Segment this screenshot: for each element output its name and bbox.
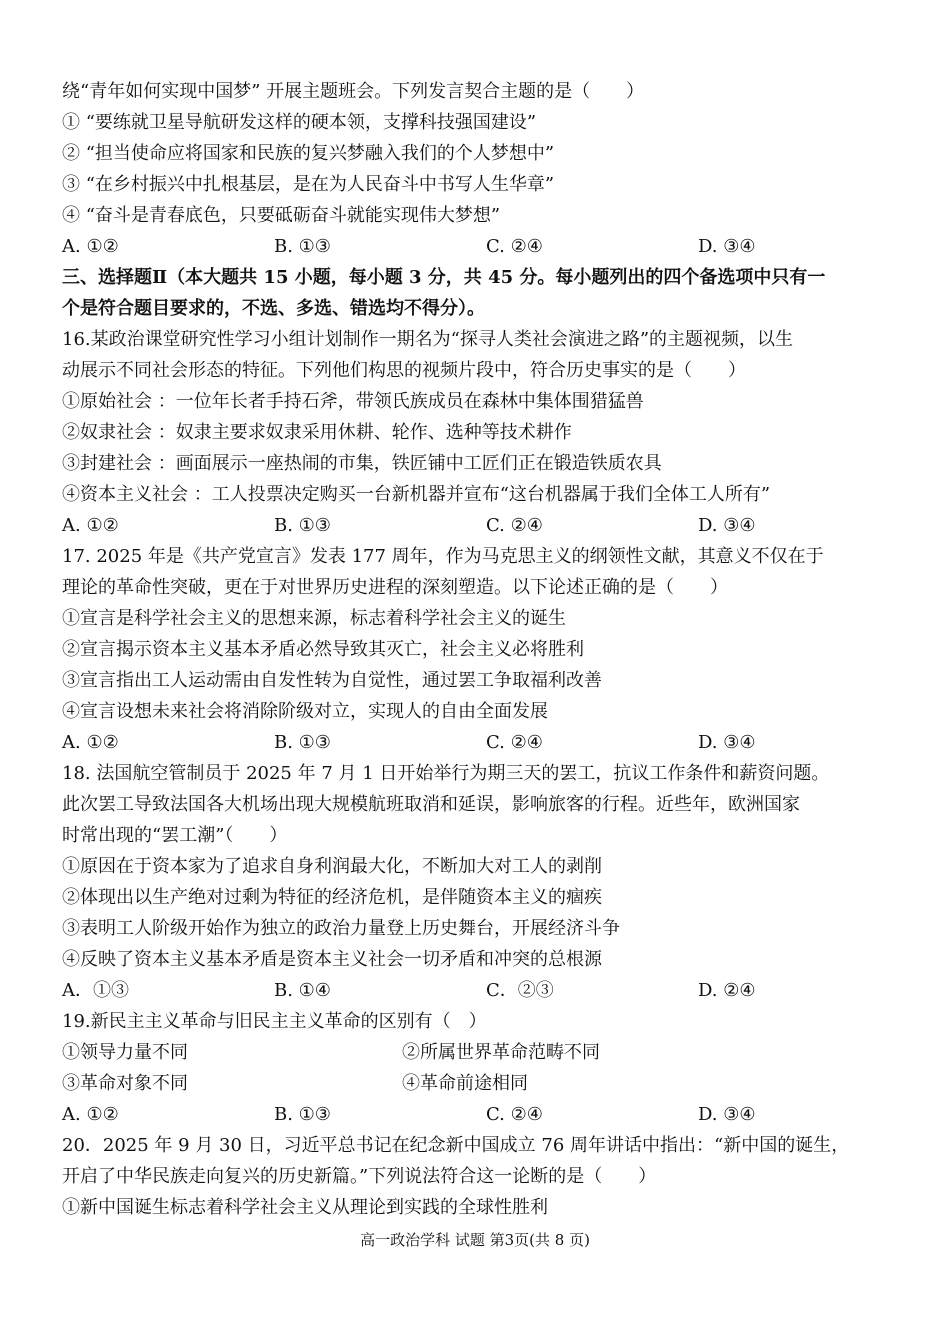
q19-options	[62, 1099, 892, 1130]
q19-option-a: A. ①②	[62, 1104, 119, 1125]
q17-item-3: ③宣言指出工人运动需由自发性转为自觉性，通过罢工争取福利改善	[62, 670, 602, 691]
q15-item-1: ① “要练就卫星导航研发这样的硬本领，支撑科技强国建设”	[62, 112, 537, 133]
q18-options	[62, 975, 892, 1006]
q16-item-4: ④资本主义社会 ：工人投票决定购买一台新机器并宣布“这台机器属于我们全体工人所有”	[62, 484, 771, 505]
q17-stem-line1: 17. 2025 年是《共产党宣言》发表 177 周年，作为马克思主义的纲领性文献，其意义不仅在于	[62, 546, 824, 567]
q15-item-2: ② “担当使命应将国家和民族的复兴梦融入我们的个人梦想中”	[62, 143, 555, 164]
q15-option-d: D. ③④	[698, 236, 756, 257]
q17-option-a: A. ①②	[62, 732, 119, 753]
q15-item-4: ④ “奋斗是青春底色，只要砥砺奋斗就能实现伟大梦想”	[62, 205, 501, 226]
q18-option-b: B. ①④	[274, 980, 331, 1001]
q19-stem: 19.新民主主义革命与旧民主主义革命的区别有（ ）	[62, 1011, 487, 1032]
q15-item-3: ③ “在乡村振兴中扎根基层，是在为人民奋斗中书写人生华章”	[62, 174, 555, 195]
q19-option-c: C. ②④	[486, 1104, 543, 1125]
section3-heading-line1: 三、选择题Ⅱ（本大题共 15 小题，每小题 3 分，共 45 分。每小题列出的四个备选项中只有一	[62, 267, 826, 288]
exam-page	[62, 76, 892, 1223]
q18-item-3: ③表明工人阶级开始作为独立的政治力量登上历史舞台，开展经济斗争	[62, 918, 620, 939]
q18-stem-line2: 此次罢工导致法国各大机场出现大规模航班取消和延误，影响旅客的行程。近些年，欧洲国家	[62, 794, 800, 815]
q17-item-2: ②宣言揭示资本主义基本矛盾必然导致其灭亡，社会主义必将胜利	[62, 639, 584, 660]
page-footer: 高一政治学科 试题 第3页(共 8 页)	[360, 1231, 590, 1249]
q19-items-row2	[62, 1068, 892, 1099]
q16-item-3: ③封建社会 ：画面展示一座热闹的市集，铁匠铺中工匠们正在锻造铁质农具	[62, 453, 662, 474]
q15-stem: 绕“青年如何实现中国梦” 开展主题班会。下列发言契合主题的是（ ）	[62, 81, 645, 102]
q18-option-a: A．①③	[62, 980, 129, 1001]
q18-stem-line1: 18. 法国航空管制员于 2025 年 7 月 1 日开始举行为期三天的罢工，抗议工作条件和薪资问题。	[62, 763, 830, 784]
q15-option-c: C. ②④	[486, 236, 543, 257]
q17-item-1: ①宣言是科学社会主义的思想来源，标志着科学社会主义的诞生	[62, 608, 566, 629]
q17-stem-line2: 理论的革命性突破，更在于对世界历史进程的深刻塑造。以下论述正确的是（ ）	[62, 577, 728, 598]
q15-option-b: B. ①③	[274, 236, 331, 257]
q17-option-b: B. ①③	[274, 732, 331, 753]
q16-item-1: ①原始社会 ：一位年长者手持石斧，带领氏族成员在森林中集体围猎猛兽	[62, 391, 644, 412]
section3-heading-line2: 个是符合题目要求的，不选、多选、错选均不得分）。	[62, 298, 485, 319]
q18-item-2: ②体现出以生产绝对过剩为特征的经济危机，是伴随资本主义的痼疾	[62, 887, 602, 908]
q16-option-d: D. ③④	[698, 515, 756, 536]
q18-option-d: D. ②④	[698, 980, 756, 1001]
q19-items-row1	[62, 1037, 892, 1068]
q16-options	[62, 510, 892, 541]
q17-options	[62, 727, 892, 758]
q17-option-d: D. ③④	[698, 732, 756, 753]
q20-stem-line2: 开启了中华民族走向复兴的历史新篇。”下列说法符合这一论断的是（ ）	[62, 1166, 657, 1187]
q18-item-1: ①原因在于资本家为了追求自身利润最大化，不断加大对工人的剥削	[62, 856, 602, 877]
q18-option-c: C．②③	[486, 980, 554, 1001]
q20-item-1: ①新中国诞生标志着科学社会主义从理论到实践的全球性胜利	[62, 1197, 548, 1218]
q19-item-2: ②所属世界革命范畴不同	[402, 1042, 600, 1063]
q19-item-3: ③革命对象不同	[62, 1073, 188, 1094]
q15-options	[62, 231, 892, 262]
q18-stem-line3: 时常出现的“罢工潮”（ ）	[62, 825, 288, 846]
q19-item-4: ④革命前途相同	[402, 1073, 528, 1094]
q19-option-b: B. ①③	[274, 1104, 331, 1125]
q19-option-d: D. ③④	[698, 1104, 756, 1125]
q16-item-2: ②奴隶社会 ：奴隶主要求奴隶采用休耕、轮作、选种等技术耕作	[62, 422, 572, 443]
q16-option-a: A. ①②	[62, 515, 119, 536]
q18-item-4: ④反映了资本主义基本矛盾是资本主义社会一切矛盾和冲突的总根源	[62, 949, 602, 970]
q16-option-b: B. ①③	[274, 515, 331, 536]
q17-option-c: C. ②④	[486, 732, 543, 753]
q16-stem-line1: 16.某政治课堂研究性学习小组计划制作一期名为“探寻人类社会演进之路”的主题视频，以生	[62, 329, 794, 350]
q17-item-4: ④宣言设想未来社会将消除阶级对立，实现人的自由全面发展	[62, 701, 548, 722]
q20-stem-line1: 20．2025 年 9 月 30 日，习近平总书记在纪念新中国成立 76 周年讲话中指出：“新中国的诞生，	[62, 1135, 850, 1156]
q15-option-a: A. ①②	[62, 236, 119, 257]
q16-stem-line2: 动展示不同社会形态的特征。下列他们构思的视频片段中，符合历史事实的是（ ）	[62, 360, 746, 381]
q19-item-1: ①领导力量不同	[62, 1042, 188, 1063]
q16-option-c: C. ②④	[486, 515, 543, 536]
